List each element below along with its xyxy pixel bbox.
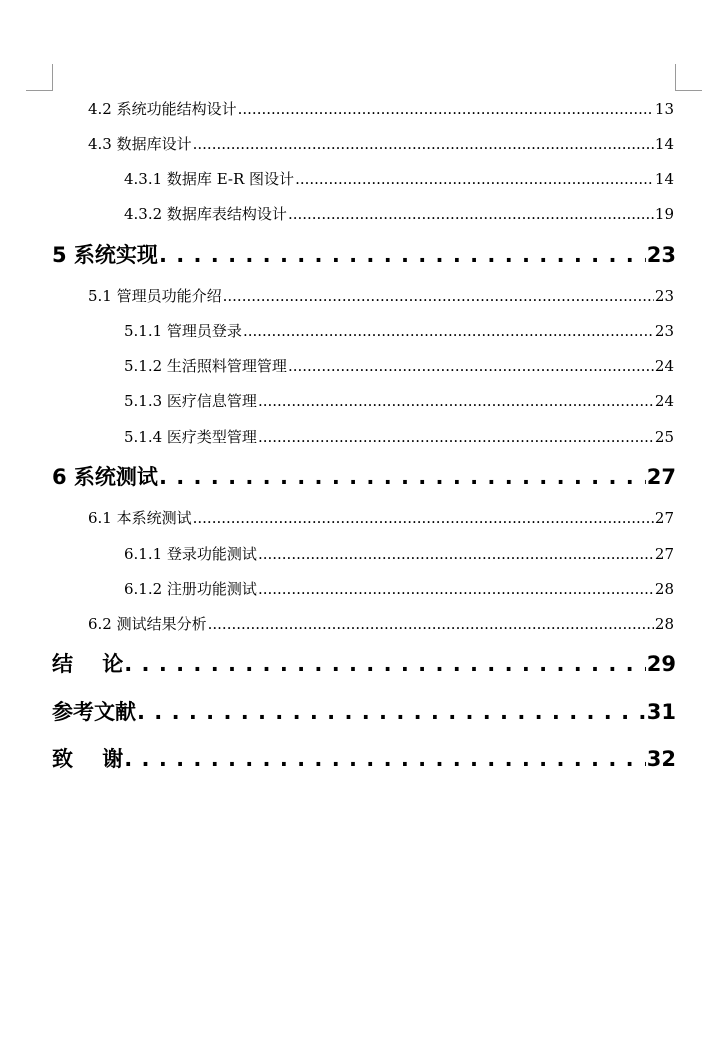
toc-entry-title: 4.3 数据库设计 [88, 135, 192, 153]
toc-leader-dots [159, 240, 646, 270]
toc-entry-title: 4.3.1 数据库 E-R 图设计 [124, 170, 295, 188]
toc-entry[interactable] [124, 578, 674, 600]
toc-leader-dots [124, 744, 646, 774]
toc-leader-dots [238, 98, 654, 120]
toc-chapter-entry[interactable] [52, 744, 676, 774]
crop-mark-top-right [675, 64, 702, 91]
toc-leader-dots [288, 203, 654, 225]
toc-entry-title: 5.1 管理员功能介绍 [88, 287, 222, 305]
toc-entry-title: 5.1.4 医疗类型管理 [124, 428, 257, 446]
toc-entry-title: 致 谢 [52, 747, 124, 771]
toc-entry-page: 32 [646, 747, 676, 771]
toc-entry-title: 5.1.1 管理员登录 [124, 322, 242, 340]
crop-mark-top-left [26, 64, 53, 91]
toc-entry-page: 27 [654, 509, 674, 527]
toc-entry-page: 23 [646, 243, 676, 267]
toc-entry-title: 6.1 本系统测试 [88, 509, 192, 527]
toc-leader-dots [137, 697, 646, 727]
toc-entry-page: 23 [654, 322, 674, 340]
toc-leader-dots [223, 285, 654, 307]
toc-leader-dots [193, 133, 654, 155]
toc-entry-page: 28 [654, 615, 674, 633]
toc-entry-page: 27 [646, 465, 676, 489]
toc-entry-page: 29 [646, 652, 676, 676]
toc-leader-dots [258, 578, 654, 600]
toc-leader-dots [243, 320, 654, 342]
toc-entry[interactable] [124, 355, 674, 377]
toc-entry-title: 6 系统测试 [52, 465, 158, 489]
toc-leader-dots [288, 355, 654, 377]
toc-leader-dots [159, 462, 646, 492]
toc-entry-page: 25 [654, 428, 674, 446]
toc-chapter-entry[interactable] [52, 697, 676, 727]
toc-entry-page: 14 [654, 135, 674, 153]
toc-entry[interactable] [124, 543, 674, 565]
toc-entry[interactable] [124, 426, 674, 448]
toc-leader-dots [193, 507, 654, 529]
toc-entry-page: 14 [654, 170, 674, 188]
toc-entry-page: 23 [654, 287, 674, 305]
toc-entry-title: 5.1.2 生活照料管理管理 [124, 357, 287, 375]
toc-entry-page: 24 [654, 357, 674, 375]
toc-entry[interactable] [124, 203, 674, 225]
toc-entry-page: 27 [654, 545, 674, 563]
toc-leader-dots [258, 390, 654, 412]
toc-entry-title: 6.2 测试结果分析 [88, 615, 207, 633]
toc-entry-title: 6.1.1 登录功能测试 [124, 545, 257, 563]
toc-entry-title: 6.1.2 注册功能测试 [124, 580, 257, 598]
toc-entry-title: 参考文献 [52, 700, 136, 724]
toc-entry-title: 4.3.2 数据库表结构设计 [124, 205, 287, 223]
toc-entry-title: 4.2 系统功能结构设计 [88, 100, 237, 118]
toc-entry-title: 结 论 [52, 652, 124, 676]
toc-chapter-entry[interactable] [52, 240, 676, 270]
toc-entry[interactable] [124, 168, 674, 190]
toc-entry[interactable] [124, 320, 674, 342]
toc-entry[interactable] [88, 507, 674, 529]
toc-entry-page: 19 [654, 205, 674, 223]
toc-entry-title: 5 系统实现 [52, 243, 158, 267]
toc-leader-dots [258, 543, 654, 565]
toc-chapter-entry[interactable] [52, 462, 676, 492]
toc-leader-dots [258, 426, 654, 448]
toc-entry-page: 31 [646, 700, 676, 724]
toc-entry-title: 5.1.3 医疗信息管理 [124, 392, 257, 410]
toc-leader-dots [295, 168, 654, 190]
toc-leader-dots [208, 613, 654, 635]
toc-leader-dots [124, 649, 646, 679]
toc-entry[interactable] [88, 133, 674, 155]
toc-entry-page: 13 [654, 100, 674, 118]
toc-entry[interactable] [88, 98, 674, 120]
toc-entry[interactable] [88, 613, 674, 635]
toc-chapter-entry[interactable] [52, 649, 676, 679]
toc-entry-page: 28 [654, 580, 674, 598]
toc-entry[interactable] [88, 285, 674, 307]
toc-entry[interactable] [124, 390, 674, 412]
toc-entry-page: 24 [654, 392, 674, 410]
